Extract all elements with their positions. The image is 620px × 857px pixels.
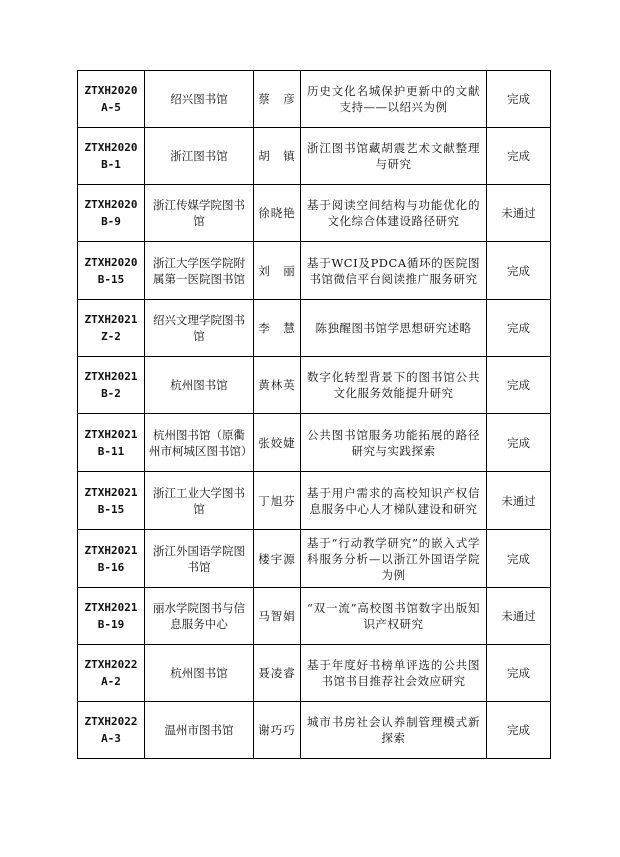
status-cell: 完成 bbox=[487, 128, 551, 185]
person-cell: 徐晓艳 bbox=[254, 185, 301, 242]
institution-cell: 杭州图书馆（原衢州市柯城区图书馆） bbox=[145, 414, 254, 472]
institution-cell: 浙江图书馆 bbox=[145, 128, 254, 185]
person-cell: 楼宇源 bbox=[254, 530, 301, 588]
person-cell: 蔡 彦 bbox=[254, 71, 301, 128]
status-cell: 未通过 bbox=[487, 185, 551, 242]
institution-cell: 杭州图书馆 bbox=[145, 645, 254, 702]
project-id-cell: ZTXH2020 A-5 bbox=[78, 71, 145, 128]
project-title-cell: 数字化转型背景下的图书馆公共文化服务效能提升研究 bbox=[301, 357, 487, 414]
status-cell: 未通过 bbox=[487, 588, 551, 645]
person-cell: 谢巧巧 bbox=[254, 702, 301, 759]
table-row bbox=[78, 588, 551, 645]
project-title-cell: 基于阅读空间结构与功能优化的文化综合体建设路径研究 bbox=[301, 185, 487, 242]
institution-cell: 温州市图书馆 bbox=[145, 702, 254, 759]
project-title-cell: 浙江图书馆藏胡震艺术文献整理与研究 bbox=[301, 128, 487, 185]
project-id-cell: ZTXH2020 B-15 bbox=[78, 242, 145, 300]
person-cell: 黄林英 bbox=[254, 357, 301, 414]
status-cell: 完成 bbox=[487, 300, 551, 357]
person-cell: 聂凌睿 bbox=[254, 645, 301, 702]
person-cell: 胡 镇 bbox=[254, 128, 301, 185]
status-cell: 未通过 bbox=[487, 472, 551, 530]
project-title-cell: 历史文化名城保护更新中的文献支持——以绍兴为例 bbox=[301, 71, 487, 128]
status-cell: 完成 bbox=[487, 414, 551, 472]
person-cell: 丁旭芬 bbox=[254, 472, 301, 530]
status-cell: 完成 bbox=[487, 242, 551, 300]
table-row bbox=[78, 472, 551, 530]
status-cell: 完成 bbox=[487, 357, 551, 414]
project-title-cell: 陈独醒图书馆学思想研究述略 bbox=[301, 300, 487, 357]
project-id-cell: ZTXH2020 B-9 bbox=[78, 185, 145, 242]
person-cell: 李 慧 bbox=[254, 300, 301, 357]
table-row bbox=[78, 300, 551, 357]
person-cell: 马智娟 bbox=[254, 588, 301, 645]
table-row bbox=[78, 128, 551, 185]
project-id-cell: ZTXH2020 B-1 bbox=[78, 128, 145, 185]
project-id-cell: ZTXH2021 B-15 bbox=[78, 472, 145, 530]
project-title-cell: 公共图书馆服务功能拓展的路径研究与实践探索 bbox=[301, 414, 487, 472]
project-id-cell: ZTXH2021 B-2 bbox=[78, 357, 145, 414]
project-title-cell: 基于WCI及PDCA循环的医院图书馆微信平台阅读推广服务研究 bbox=[301, 242, 487, 300]
table-row bbox=[78, 242, 551, 300]
status-cell: 完成 bbox=[487, 530, 551, 588]
project-title-cell: 城市书房社会认养制管理模式新探索 bbox=[301, 702, 487, 759]
table-row bbox=[78, 645, 551, 702]
table-row bbox=[78, 357, 551, 414]
institution-cell: 丽水学院图书与信息服务中心 bbox=[145, 588, 254, 645]
project-title-cell: “双一流”高校图书馆数字出版知识产权研究 bbox=[301, 588, 487, 645]
project-table bbox=[77, 70, 551, 759]
table-row bbox=[78, 71, 551, 128]
status-cell: 完成 bbox=[487, 645, 551, 702]
status-cell: 完成 bbox=[487, 702, 551, 759]
person-cell: 张姣婕 bbox=[254, 414, 301, 472]
institution-cell: 绍兴文理学院图书馆 bbox=[145, 300, 254, 357]
project-id-cell: ZTXH2022 A-2 bbox=[78, 645, 145, 702]
institution-cell: 浙江传媒学院图书馆 bbox=[145, 185, 254, 242]
project-title-cell: 基于“行动教学研究”的嵌入式学科服务分析—以浙江外国语学院为例 bbox=[301, 530, 487, 588]
project-title-cell: 基于用户需求的高校知识产权信息服务中心人才梯队建设和研究 bbox=[301, 472, 487, 530]
project-id-cell: ZTXH2021 B-16 bbox=[78, 530, 145, 588]
status-cell: 完成 bbox=[487, 71, 551, 128]
table-row bbox=[78, 414, 551, 472]
project-id-cell: ZTXH2021 Z-2 bbox=[78, 300, 145, 357]
table-row bbox=[78, 702, 551, 759]
institution-cell: 浙江工业大学图书馆 bbox=[145, 472, 254, 530]
institution-cell: 浙江大学医学院附属第一医院图书馆 bbox=[145, 242, 254, 300]
person-cell: 刘 丽 bbox=[254, 242, 301, 300]
project-id-cell: ZTXH2022 A-3 bbox=[78, 702, 145, 759]
project-title-cell: 基于年度好书榜单评选的公共图书馆书目推荐社会效应研究 bbox=[301, 645, 487, 702]
institution-cell: 杭州图书馆 bbox=[145, 357, 254, 414]
project-id-cell: ZTXH2021 B-19 bbox=[78, 588, 145, 645]
table-row bbox=[78, 185, 551, 242]
table-row bbox=[78, 530, 551, 588]
institution-cell: 浙江外国语学院图书馆 bbox=[145, 530, 254, 588]
project-id-cell: ZTXH2021 B-11 bbox=[78, 414, 145, 472]
institution-cell: 绍兴图书馆 bbox=[145, 71, 254, 128]
